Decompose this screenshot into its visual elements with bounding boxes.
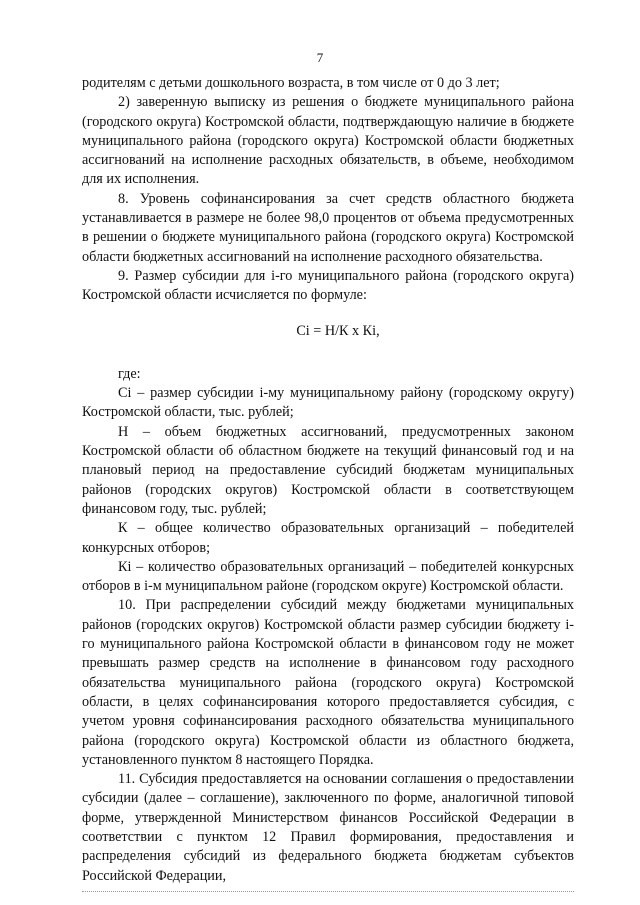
bottom-divider (82, 891, 574, 892)
paragraph-continuation: родителям с детьми дошкольного возраста, в том числе от 0 до 3 лет; (82, 75, 500, 91)
paragraph-clause-8: 8. Уровень софинансирования за счет средств областного бюджета устанавливается в размере не более 98,0 процентов от объема предусмотренных в решении о бюджете муниципального района (городского округа) Костромской области бюджетных ассигнований на исполнение расходного обязательства. (82, 190, 574, 265)
subsidy-formula: Ci = Н/К х Кi, (296, 322, 380, 339)
paragraph-item-2: 2) заверенную выписку из решения о бюджете муниципального района (городского округа) Костромской области, подтверждающую наличие в бюджете муниципального района (городского округа) Костромской области бюджетных ассигнований на исполнение расходных обязательств, в объеме, необходимом для их исполнения. (82, 94, 574, 188)
definition-ci: Ci – размер субсидии i-му муниципальному району (городскому округу) Костромской области, тыс. рублей; (82, 385, 574, 421)
paragraph-clause-11: 11. Субсидия предоставляется на основании соглашения о предоставлении субсидии (далее – соглашение), заключенного по форме, аналогичной типовой форме, утвержденной Министерством финансов Российской Федерации в соответствии с пунктом 12 Правил формирования, предоставления и распределения субсидий из федерального бюджета бюджетам субъектов Российской Федерации, (82, 771, 574, 884)
definition-h: Н – объем бюджетных ассигнований, предусмотренных законом Костромской области об областном бюджете на текущий финансовый год и на плановый период на предоставление субсидий бюджетам муниципальных районов (городских округов) Костромской области в соответствующем финансовом году, тыс. рублей; (82, 423, 574, 517)
definition-ki: Кi – количество образовательных организаций – победителей конкурсных отборов в i-м муниципальном районе (городском округе) Костромской области. (82, 558, 574, 595)
paragraph-clause-10: 10. При распределении субсидий между бюджетами муниципальных районов (городских округов) Костромской области размер субсидии бюджету i-го муниципального района Костромской области в финансовом году не может превышать размер средств на исполнение в финансовом году расходного обязательства муниципального района (городского округа) Костромской области, в целях софинансирования которого предоставляется субсидия, с учетом уровня софинансирования расходного обязательства муниципального района (городского округа) Костромской области из областного бюджета, установленного пунктом 8 настоящего Порядка. (82, 597, 574, 768)
page-number: 7 (316, 50, 324, 65)
definition-k: К – общее количество образовательных организаций – победителей конкурсных отборов; (82, 520, 574, 556)
formula-where-label: где: (118, 365, 141, 382)
paragraph-clause-9: 9. Размер субсидии для i-го муниципального района (городского округа) Костромской области исчисляется по формуле: (82, 267, 574, 304)
